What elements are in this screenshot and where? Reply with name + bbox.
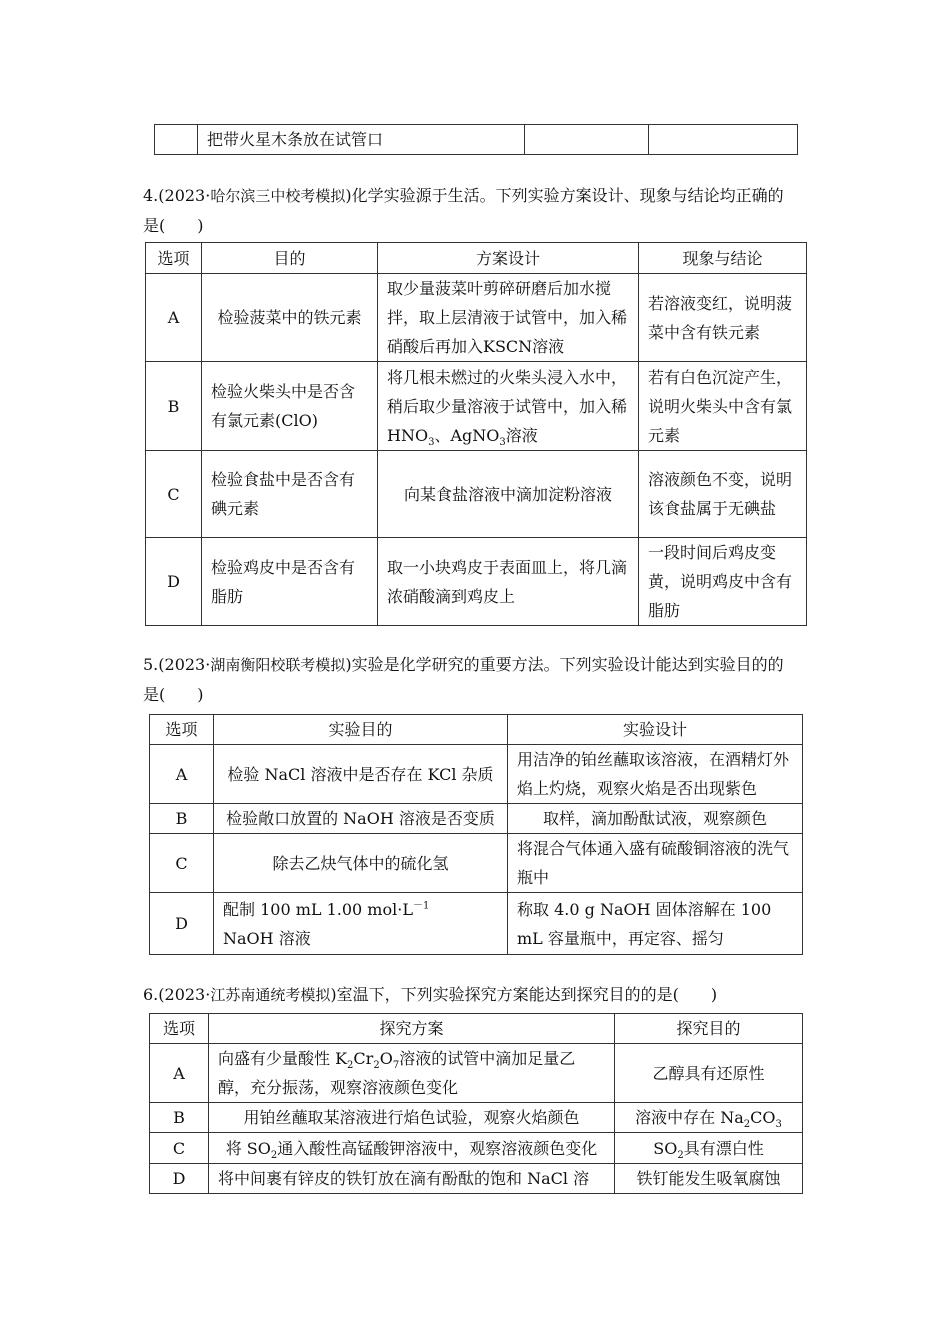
table-cell: [525, 125, 649, 155]
table-header-row: [146, 243, 807, 274]
header-design: 实验设计: [508, 715, 803, 745]
option-cell: B: [146, 362, 202, 451]
goal-text: SO: [653, 1138, 678, 1158]
subscript: 2: [677, 1149, 684, 1161]
header-option: 选项: [150, 715, 214, 745]
goal-cell: [615, 1133, 803, 1164]
subscript: 3: [775, 1119, 782, 1131]
design-cell: 用洁净的铂丝蘸取该溶液，在酒精灯外焰上灼烧，观察火焰是否出现紫色: [508, 745, 803, 804]
header-option: 选项: [146, 243, 202, 274]
table-row: [146, 538, 807, 626]
plan-text: Cr: [353, 1049, 374, 1068]
question-number: 4.(: [143, 186, 165, 205]
header-plan: 探究方案: [209, 1014, 615, 1044]
question-text: )室温下，下列实验探究方案能达到探究目的的是( ): [330, 985, 718, 1004]
plan-text: 溶液的试管中滴加足量乙醇，充分振荡，观察溶液颜色变化: [218, 1049, 576, 1097]
table-header-row: [150, 1014, 803, 1044]
goal-text: 配制 100 mL 1.00 mol·L: [223, 899, 413, 919]
question-5-stem: [143, 650, 823, 710]
table-row: [150, 1044, 803, 1103]
question-number: 5.(: [143, 655, 165, 674]
question-text: )实验是化学研究的重要方法。下列实验设计能达到实验目的的: [345, 655, 784, 674]
table-row: [150, 804, 803, 834]
design-cell: 称取 4.0 g NaOH 固体溶解在 100 mL 容量瓶中，再定容、摇匀: [508, 893, 803, 955]
goal-cell: 检验火柴头中是否含有氯元素(ClO): [202, 362, 378, 451]
table-cell: 把带火星木条放在试管口: [198, 125, 525, 155]
design-cell: 将混合气体通入盛有硫酸铜溶液的洗气瓶中: [508, 834, 803, 893]
top-table: [154, 124, 798, 155]
subscript: 3: [499, 436, 506, 448]
plan-cell: 用铂丝蘸取某溶液进行焰色试验，观察火焰颜色: [209, 1103, 615, 1133]
table-row: [150, 1133, 803, 1164]
superscript: －1: [412, 900, 430, 912]
subscript: 3: [428, 436, 435, 448]
result-cell: 一段时间后鸡皮变黄，说明鸡皮中含有脂肪: [639, 538, 807, 626]
plan-cell: [209, 1133, 615, 1164]
result-cell: 若有白色沉淀产生，说明火柴头中含有氯元素: [639, 362, 807, 451]
header-plan: 方案设计: [378, 243, 639, 274]
goal-text: NaOH 溶液: [223, 928, 311, 948]
question-source: 湖南衡阳校联考模拟: [210, 656, 346, 674]
plan-text: 、AgNO: [434, 425, 500, 445]
subscript: 2: [347, 1060, 354, 1072]
result-cell: 溶液颜色不变，说明该食盐属于无碘盐: [639, 451, 807, 538]
option-cell: C: [146, 451, 202, 538]
plan-text: 溶液: [505, 425, 538, 445]
question-text: )化学实验源于生活。下列实验方案设计、现象与结论均正确的: [345, 186, 784, 205]
subscript: 7: [392, 1060, 400, 1072]
goal-cell: 检验食盐中是否含有碘元素: [202, 451, 378, 538]
goal-cell: 铁钉能发生吸氧腐蚀: [615, 1164, 803, 1194]
header-goal: 实验目的: [214, 715, 508, 745]
goal-cell: [615, 1103, 803, 1133]
goal-cell: 检验敞口放置的 NaOH 溶液是否变质: [214, 804, 508, 834]
plan-cell: 将中间裹有锌皮的铁钉放在滴有酚酞的饱和 NaCl 溶: [209, 1164, 615, 1194]
question-source: 江苏南通统考模拟: [210, 986, 331, 1004]
goal-text: 具有漂白性: [683, 1138, 764, 1158]
plan-cell: 向某食盐溶液中滴加淀粉溶液: [378, 451, 639, 538]
goal-cell: [214, 893, 508, 955]
question-6-stem: [143, 980, 823, 1010]
option-cell: C: [150, 834, 214, 893]
question-year: 2023·: [164, 655, 211, 674]
goal-text: CO: [750, 1108, 776, 1127]
option-cell: B: [150, 804, 214, 834]
table-cell: [155, 125, 198, 155]
table-row: [146, 274, 807, 362]
table-row: [150, 1103, 803, 1133]
plan-cell: 取一小块鸡皮于表面皿上，将几滴浓硝酸滴到鸡皮上: [378, 538, 639, 626]
header-result: 现象与结论: [639, 243, 807, 274]
plan-text: 通入酸性高锰酸钾溶液中，观察溶液颜色变化: [277, 1138, 598, 1158]
goal-cell: 乙醇具有还原性: [615, 1044, 803, 1103]
question-4-table: [145, 242, 807, 626]
header-goal: 目的: [202, 243, 378, 274]
table-row: [150, 745, 803, 804]
option-cell: D: [150, 893, 214, 955]
header-option: 选项: [150, 1014, 209, 1044]
subscript: 2: [743, 1119, 751, 1131]
table-header-row: [150, 715, 803, 745]
header-goal: 探究目的: [615, 1014, 803, 1044]
question-text-continued: 是( ): [143, 685, 204, 704]
option-cell: D: [146, 538, 202, 626]
table-row: [146, 451, 807, 538]
question-year: 2023·: [164, 985, 211, 1004]
plan-cell: 取少量菠菜叶剪碎研磨后加水搅拌，取上层清液于试管中，加入稀硝酸后再加入KSCN溶液: [378, 274, 639, 362]
goal-cell: 检验鸡皮中是否含有脂肪: [202, 538, 378, 626]
question-5-table: [149, 714, 803, 955]
table-cell: [649, 125, 798, 155]
table-row: [150, 1164, 803, 1194]
design-cell: 取样，滴加酚酞试液，观察颜色: [508, 804, 803, 834]
plan-text: O: [379, 1049, 393, 1068]
plan-text: 将 SO: [225, 1138, 271, 1158]
plan-text: 向盛有少量酸性 K: [218, 1049, 348, 1068]
question-6-table: [149, 1013, 803, 1194]
option-cell: B: [150, 1103, 209, 1133]
goal-cell: 检验 NaCl 溶液中是否存在 KCl 杂质: [214, 745, 508, 804]
table-row: [146, 362, 807, 451]
result-cell: 若溶液变红，说明菠菜中含有铁元素: [639, 274, 807, 362]
subscript: 2: [270, 1149, 278, 1161]
question-year: 2023·: [164, 186, 211, 205]
goal-cell: 除去乙炔气体中的硫化氢: [214, 834, 508, 893]
table-row: [155, 125, 798, 155]
goal-text: 溶液中存在 Na: [635, 1108, 744, 1127]
plan-cell: [209, 1044, 615, 1103]
question-text-continued: 是( ): [143, 216, 204, 235]
question-number: 6.(: [143, 985, 165, 1004]
plan-cell: [378, 362, 639, 451]
plan-text: 将几根未燃过的火柴头浸入水中，稍后取少量溶液于试管中，加入稀 HNO: [387, 367, 628, 445]
option-cell: A: [150, 1044, 209, 1103]
goal-cell: 检验菠菜中的铁元素: [202, 274, 378, 362]
question-4-stem: [143, 181, 823, 241]
table-row: [150, 834, 803, 893]
subscript: 2: [373, 1060, 380, 1072]
table-row: [150, 893, 803, 955]
question-source: 哈尔滨三中校考模拟: [210, 187, 346, 205]
option-cell: D: [150, 1164, 209, 1194]
option-cell: A: [146, 274, 202, 362]
option-cell: A: [150, 745, 214, 804]
option-cell: C: [150, 1133, 209, 1164]
